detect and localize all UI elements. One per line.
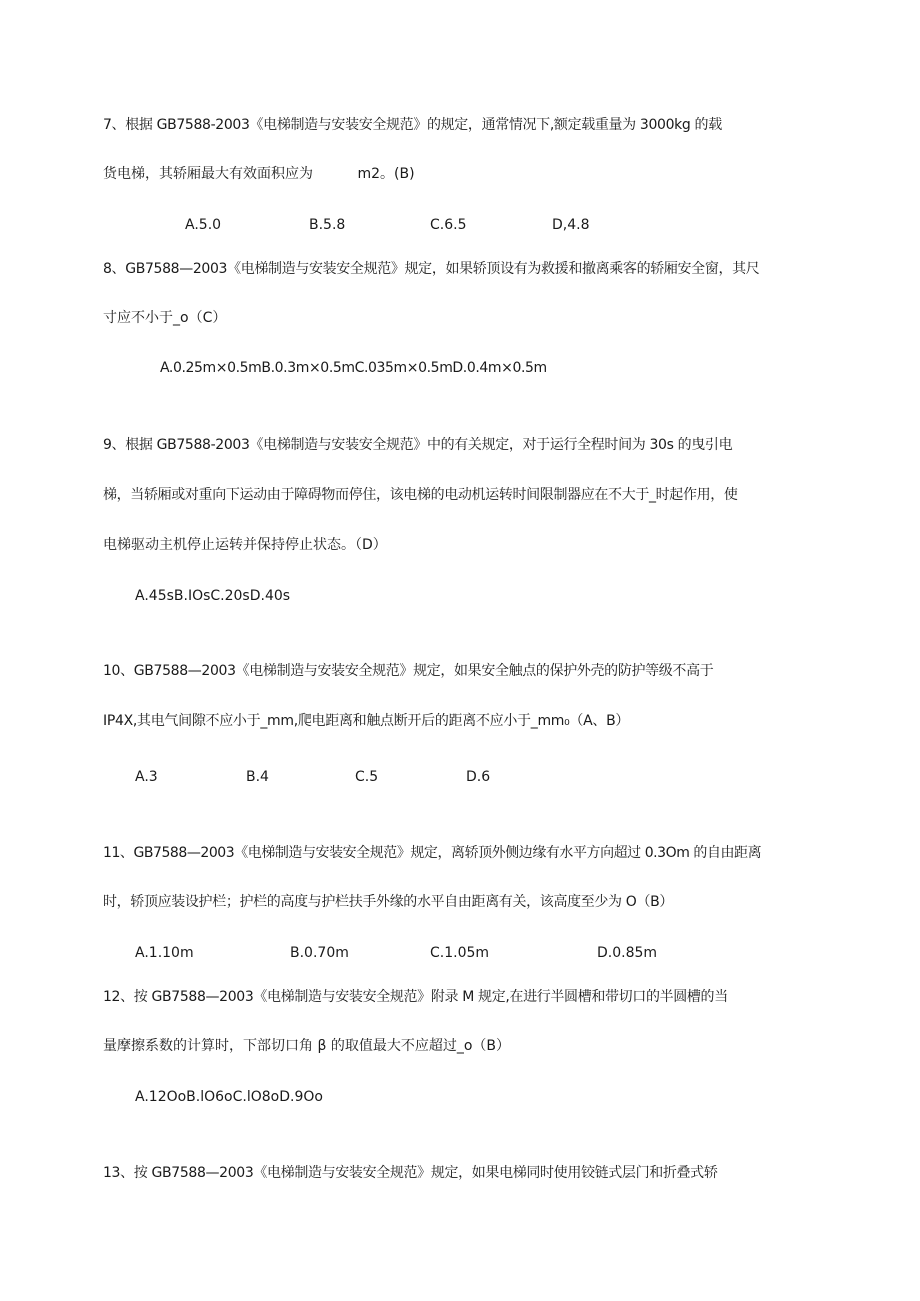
q8-options: A.0.25m×0.5mB.0.3m×0.5mC.035m×0.5mD.0.4m×0.5m [160, 360, 547, 376]
q12-line-2: 量摩擦系数的计算时，下部切口角 β 的取值最大不应超过_o（B） [103, 1038, 511, 1054]
q11-line-1: 11、GB7588—2003《电梯制造与安装安全规范》规定，离轿顶外侧边缘有水平方向超过 0.3Om 的自由距离 [103, 845, 762, 861]
q11-option-d: D.0.85m [597, 945, 658, 961]
q10-option-c: C.5 [355, 769, 379, 785]
q7-option-c: C.6.5 [430, 217, 467, 233]
q9-options: A.45sB.IOsC.20sD.40s [135, 588, 291, 604]
q10-option-d: D.6 [466, 769, 491, 785]
q12-line-1: 12、按 GB7588—2003《电梯制造与安装安全规范》附录 M 规定,在进行半圆槽和带切口的半圆槽的当 [103, 989, 728, 1005]
q13-line-1: 13、按 GB7588—2003《电梯制造与安装安全规范》规定，如果电梯同时使用铰链式层门和折叠式轿 [103, 1165, 718, 1181]
q7-line-1: 7、根据 GB7588-2003《电梯制造与安装安全规范》的规定，通常情况下,额定载重量为 3000kg 的载 [103, 117, 722, 133]
q9-line-1: 9、根据 GB7588-2003《电梯制造与安装安全规范》中的有关规定，对于运行全程时间为 30s 的曳引电 [103, 437, 733, 453]
q8-line-1: 8、GB7588—2003《电梯制造与安装安全规范》规定，如果轿顶设有为救援和撤离乘客的轿厢安全窗，其尺 [103, 261, 760, 277]
q9-line-3: 电梯驱动主机停止运转并保持停止状态。（D） [103, 537, 387, 553]
q7-option-a: A.5.0 [185, 217, 222, 233]
q9-line-2: 梯，当轿厢或对重向下运动由于障碍物而停住，该电梯的电动机运转时间限制器应在不大于_时起作用，使 [103, 487, 738, 503]
q7-option-b: B.5.8 [309, 217, 346, 233]
q11-option-b: B.0.70m [290, 945, 349, 961]
q8-line-2: 寸应不小于_o（C） [103, 310, 227, 326]
q10-option-a: A.3 [135, 769, 158, 785]
q11-line-2: 时，轿顶应装设护栏；护栏的高度与护栏扶手外缘的水平自由距离有关，该高度至少为 O（B） [103, 894, 674, 910]
q10-line-2: IP4X,其电气间隙不应小于_mm,爬电距离和触点断开后的距离不应小于_mm₀（A、B） [103, 713, 630, 729]
q12-options: A.12OoB.lO6oC.lO8oD.9Oo [135, 1089, 323, 1105]
q10-line-1: 10、GB7588—2003《电梯制造与安装安全规范》规定，如果安全触点的保护外壳的防护等级不高于 [103, 663, 714, 679]
q11-option-c: C.1.05m [430, 945, 490, 961]
q7-line-2: 货电梯，其轿厢最大有效面积应为 m2。(B) [103, 166, 415, 182]
q11-option-a: A.1.10m [135, 945, 194, 961]
q10-option-b: B.4 [246, 769, 269, 785]
q7-option-d: D,4.8 [552, 217, 590, 233]
